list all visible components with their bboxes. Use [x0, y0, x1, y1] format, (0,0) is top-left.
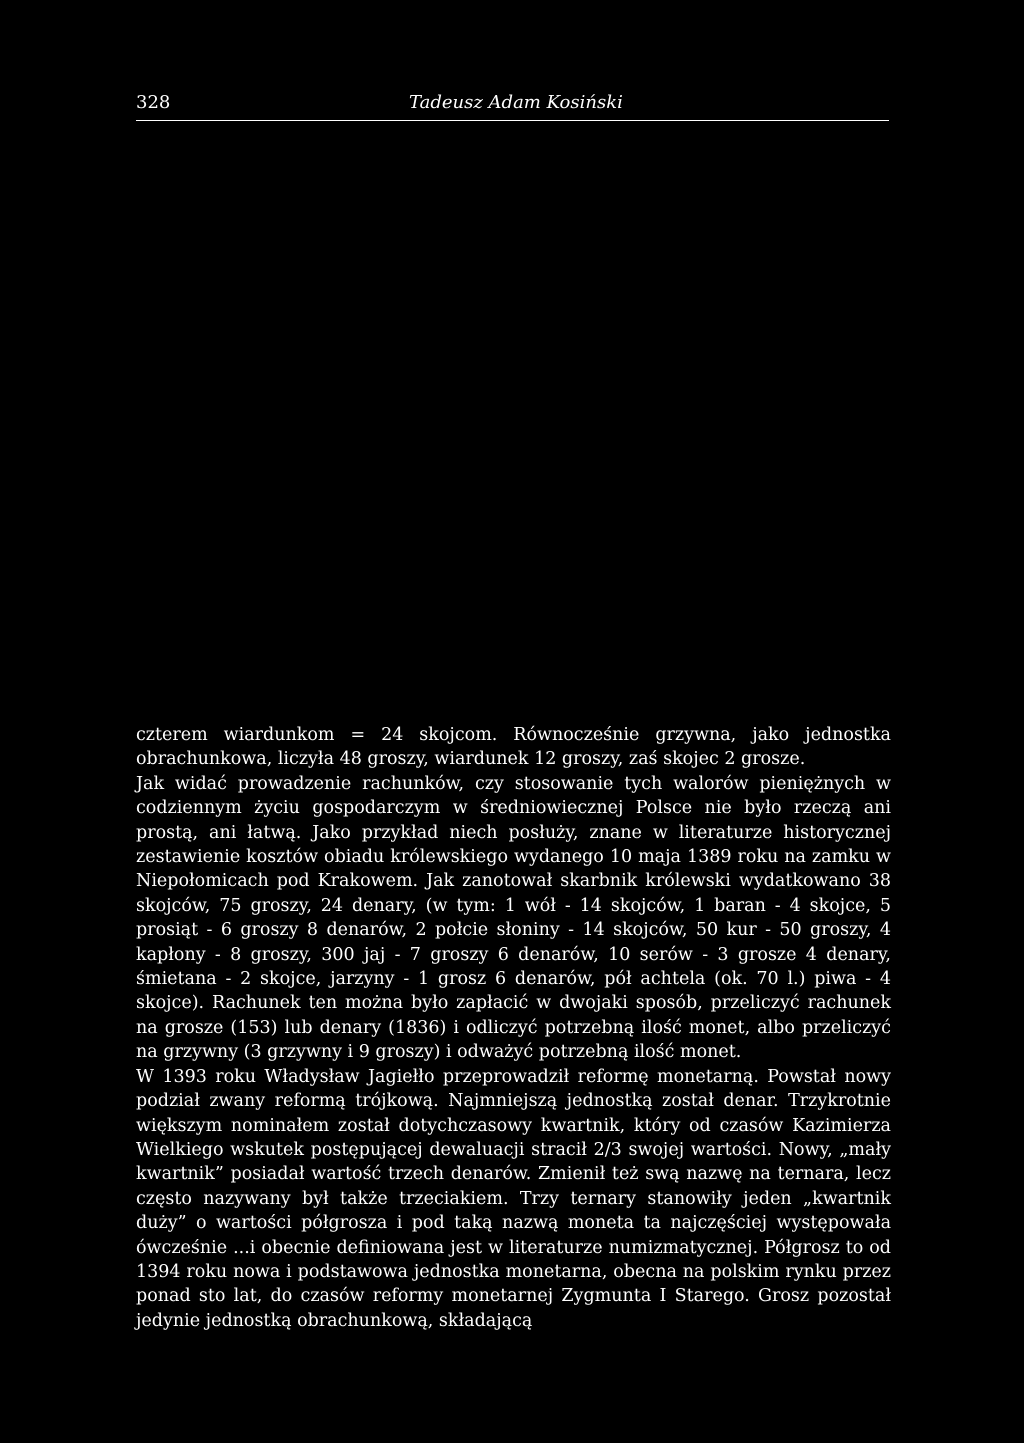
paragraph: W 1393 roku Władysław Jagiełło przeprowadził reformę monetarną. Powstał nowy podział zwany reformą trójkową. Najmniejszą jednostką został denar. Trzykrotnie większym nominałem został dotychczasowy kwartnik, który od czasów Kazimierza Wielkiego wskutek postępującej dewaluacji stracił 2/3 swojej wartości. Nowy, „mały kwartnik” posiadał wartość trzech denarów. Zmienił też swą nazwę na ternara, lecz często nazywany był także trzeciakiem. Trzy ternary stanowiły jeden „kwartnik duży” o wartości półgrosza i pod taką nazwą moneta ta najczęściej występowała ówcześnie ...i obecnie definiowana jest w literaturze numizmatycznej. Półgrosz to od 1394 roku nowa i podstawowa jednostka monetarna, obecna na polskim rynku przez ponad sto lat, do czasów reformy monetarnej Zygmunta I Starego. Grosz pozostał jedynie jednostką obrachunkową, składającą	[136, 1066, 891, 1331]
page-header	[136, 86, 889, 121]
paragraph: Jak widać prowadzenie rachunków, czy stosowanie tych walorów pieniężnych w codziennym życiu gospodarczym w średniowiecznej Polsce nie było rzeczą ani prostą, ani łatwą. Jako przykład niech posłuży, znane w literaturze historycznej zestawienie kosztów obiadu królewskiego wydanego 10 maja 1389 roku na zamku w Niepołomicach pod Krakowem. Jak zanotował skarbnik królewski wydatkowano 38 skojców, 75 groszy, 24 denary, (w tym: 1 wół - 14 skojców, 1 baran - 4 skojce, 5 prosiąt - 6 groszy 8 denarów, 2 połcie słoniny - 14 skojców, 50 kur - 50 groszy, 4 kapłony - 8 groszy, 300 jaj - 7 groszy 6 denarów, 10 serów - 3 grosze 4 denary, śmietana - 2 skojce, jarzyny - 1 grosz 6 denarów, pół achtela (ok. 70 l.) piwa - 4 skojce). Rachunek ten można było zapłacić w dwojaki sposób, przeliczyć rachunek na grosze (153) lub denary (1836) i odliczyć potrzebną ilość monet, albo przeliczyć na grzywny (3 grzywny i 9 groszy) i odważyć potrzebną ilość monet.	[136, 773, 891, 1063]
body-text	[136, 723, 891, 1333]
page-number: 328	[136, 92, 171, 113]
paragraph: czterem wiardunkom = 24 skojcom. Równocześnie grzywna, jako jednostka obrachunkowa, liczyła 48 groszy, wiardunek 12 groszy, zaś skojec 2 grosze.	[136, 725, 891, 770]
running-head: Tadeusz Adam Kosiński	[409, 92, 623, 113]
